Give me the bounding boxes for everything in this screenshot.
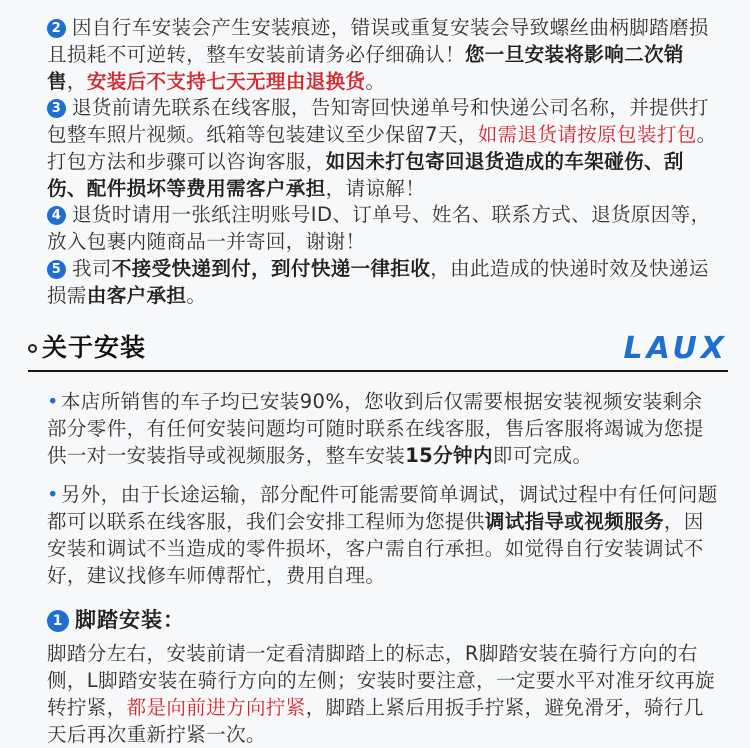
install-note-1-bold: 15分钟内	[405, 444, 493, 467]
install-note-2-bold: 调试指导或视频服务	[484, 510, 664, 533]
section-title: 关于安装	[42, 333, 147, 362]
pedal-install-text	[47, 640, 719, 748]
return-note-4-text: 退货时请用一张纸注明账号ID、订单号、姓名、联系方式、退货原因等，放入包裹内随商品一并寄回，谢谢！	[47, 203, 711, 253]
return-note-3-text: 退货前请先联系在线客服，告知寄回快递单号和快递公司名称，并提供打包整车照片视频。纸箱等包装建议至少保留7天，	[47, 96, 709, 146]
section-header	[28, 332, 728, 364]
return-note-3-text3: ，请谅解！	[325, 177, 426, 200]
install-note-2	[47, 481, 719, 589]
return-note-5	[47, 255, 719, 309]
install-note-2-text2: ，因安装和调试不当造成的零件损坏，客户需自行承担。如觉得自行安装调试不好，建议找修车师傅帮忙，费用自理。	[47, 510, 704, 587]
pedal-install-warning: 都是向前进方向拧紧	[126, 696, 306, 719]
return-note-3-bold: 如因未打包寄回退货造成的车架碰伤、刮伤、配件损坏等费用需客户承担	[47, 150, 684, 200]
return-note-2-end: 。	[365, 70, 386, 93]
return-note-4	[47, 201, 719, 255]
install-note-1	[47, 388, 719, 469]
number-badge-3: 3	[47, 99, 66, 118]
return-note-2-text: 因自行车安装会产生安装痕迹，错误或重复安装会导致螺丝曲柄脚踏磨损且损耗不可逆转，整车安装前请务必仔细确认！	[47, 16, 709, 66]
brand-logo: LAUX	[623, 331, 728, 366]
return-note-5-text3: 。	[186, 284, 207, 307]
pedal-install-heading	[47, 605, 185, 635]
pedal-install-text1: 脚踏分左右，安装前请一定看清脚踏上的标志，R脚踏安装在骑行方向的右侧，L脚踏安装在骑行方向的左侧；安装时要注意，一定要水平对准牙纹再旋转拧紧，	[47, 642, 715, 719]
return-note-3	[47, 94, 719, 202]
number-badge-4: 4	[47, 206, 66, 225]
pedal-install-text2: ，脚踏上紧后用扳手拧紧，避免滑牙，骑行几天后再次重新拧紧一次。	[47, 696, 704, 746]
install-note-2-text: 另外，由于长途运输，部分配件可能需要简单调试，调试过程中有任何问题都可以联系在线客服，我们会安排工程师为您提供	[47, 483, 718, 533]
return-note-2	[47, 14, 719, 95]
install-note-1-text: 本店所销售的车子均已安装90%，您收到后仅需要根据安装视频安装剩余部分零件，有任何安装问题均可随时联系在线客服，售后客服将竭诚为您提供一对一安装指导或视频服务，整车安装	[47, 390, 704, 467]
pedal-install-title: 脚踏安装：	[75, 608, 185, 632]
bullet-dot-icon: •	[47, 483, 59, 506]
number-badge-5: 5	[47, 260, 66, 279]
return-note-5-bold: 不接受快递到付，到付快递一律拒收	[111, 257, 431, 280]
return-note-3-warning: 如需退货请按原包装打包	[477, 123, 697, 146]
return-note-2-warning: 安装后不支持七天无理由退换货	[86, 70, 366, 93]
return-note-5-bold2: 由客户承担	[86, 284, 187, 307]
circle-bullet-icon	[28, 344, 37, 353]
section-divider	[28, 370, 728, 372]
return-note-2-bold: 您一旦安装将影响二次销售	[47, 43, 684, 93]
number-badge-1: 1	[47, 610, 69, 632]
bullet-dot-icon: •	[47, 390, 59, 413]
return-note-5-text: 我司	[72, 257, 112, 280]
return-note-2-sep: ，	[66, 70, 87, 93]
install-note-1-text2: 即可完成。	[492, 444, 593, 467]
number-badge-2: 2	[47, 19, 66, 38]
return-note-5-text2: ，由此造成的快递时效及快递运损需	[47, 257, 709, 307]
return-note-3-text2: 。打包方法和步骤可以咨询客服，	[47, 123, 717, 173]
